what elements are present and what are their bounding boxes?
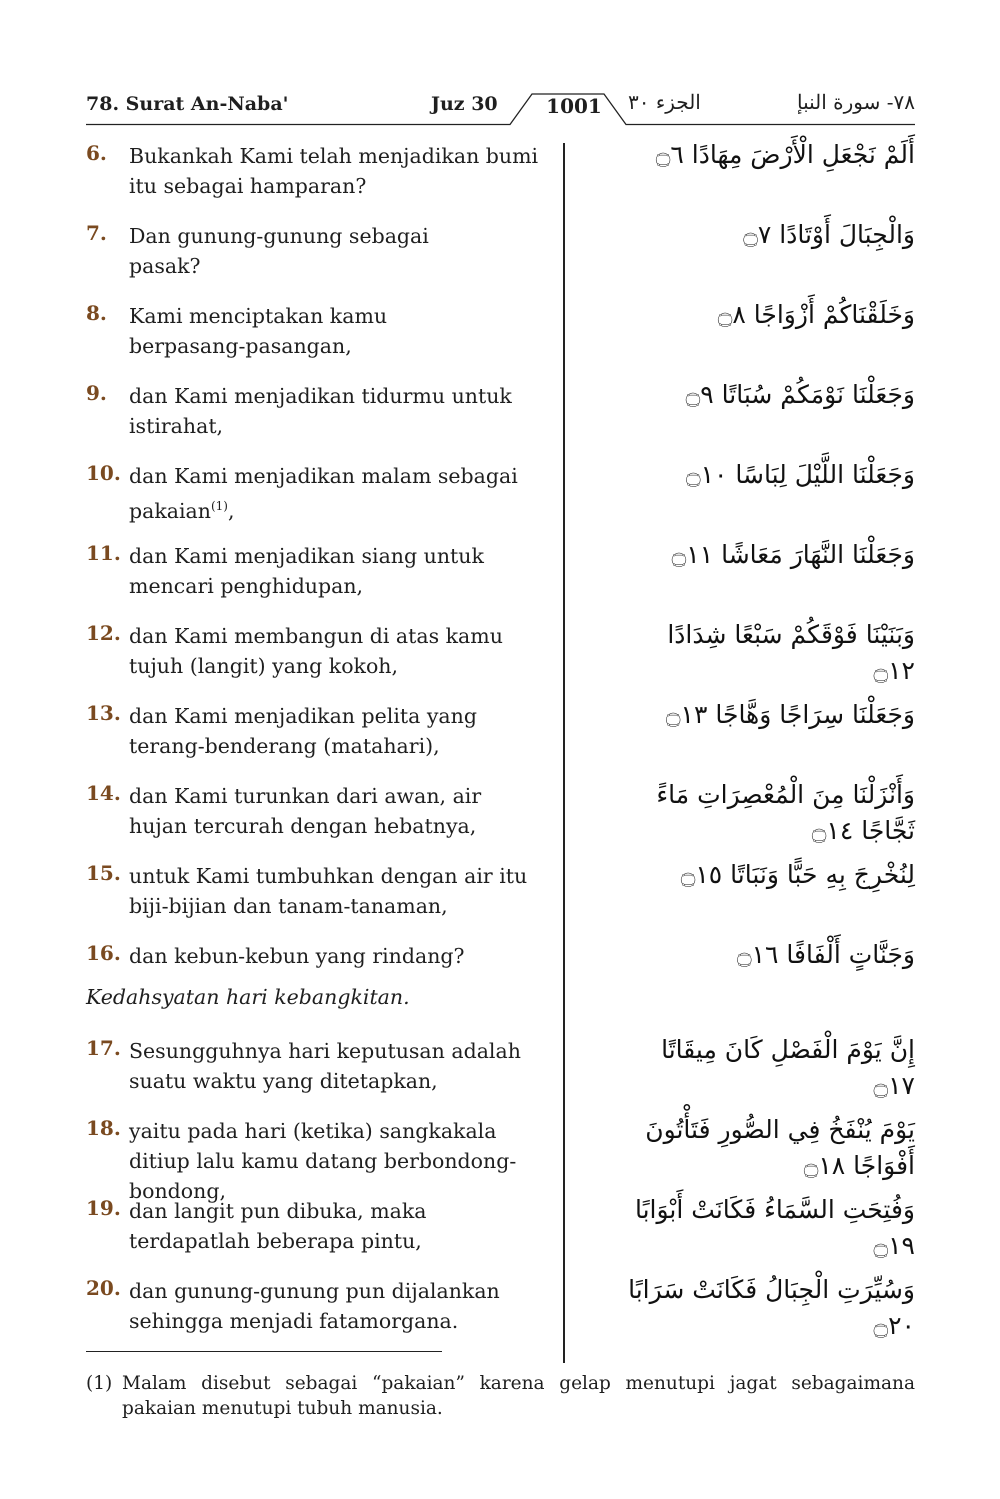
verse-number: 18. (86, 1116, 121, 1140)
verse-arabic: أَلَمْ نَجْعَلِ الْأَرْضَ مِهَادًا ۝٦ (655, 140, 915, 169)
verse-arabic: وَجَعَلْنَا سِرَاجًا وَهَّاجًا ۝١٣ (665, 700, 915, 729)
verse-number: 13. (86, 701, 121, 725)
verse-arabic: وَأَنْزَلْنَا مِنَ الْمُعْصِرَاتِ مَاءً ثَجَّاجًا ۝١٤ (656, 780, 915, 845)
page-header (86, 88, 915, 128)
verse-translation: untuk Kami tumbuhkan dengan air itu biji-bijian dan tanam-tanaman, (129, 864, 528, 918)
verse-number: 6. (86, 141, 107, 165)
verse-number: 15. (86, 861, 121, 885)
verse-translation: yaitu pada hari (ketika) sangkakala ditiup lalu kamu datang berbondong-bondong, (129, 1119, 517, 1203)
verse-number: 9. (86, 381, 107, 405)
verse-arabic: وَخَلَقْنَاكُمْ أَزْوَاجًا ۝٨ (717, 300, 915, 329)
verse-number: 10. (86, 461, 121, 485)
verse-number: 12. (86, 621, 121, 645)
verse-translation (129, 461, 519, 526)
verse-arabic: يَوْمَ يُنْفَخُ فِي الصُّورِ فَتَأْتُونَ أَفْوَاجًا ۝١٨ (645, 1115, 915, 1180)
verse-text: dan Kami menjadikan malam sebagai pakaian (129, 464, 518, 523)
footnote-rule (86, 1351, 442, 1352)
verse-number: 8. (86, 301, 107, 325)
section-heading: Kedahsyatan hari kebangkitan. (86, 985, 410, 1009)
verse-number: 20. (86, 1276, 121, 1300)
header-surah-title: 78. Surat An-Naba' (86, 93, 289, 115)
verse-number: 19. (86, 1196, 121, 1220)
verse-translation: dan langit pun dibuka, maka terdapatlah beberapa pintu, (129, 1199, 427, 1253)
column-divider (563, 143, 565, 1363)
header-juz-arabic: الجزء ٣٠ (628, 90, 701, 114)
verse-translation: Kami menciptakan kamu berpasang-pasangan, (129, 304, 388, 358)
verse-arabic: وَبَنَيْنَا فَوْقَكُمْ سَبْعًا شِدَادًا ۝١٢ (667, 620, 915, 685)
header-juz: Juz 30 (431, 93, 498, 115)
verse-arabic: وَجَعَلْنَا اللَّيْلَ لِبَاسًا ۝١٠ (685, 460, 915, 489)
verse-arabic: وَجَعَلْنَا نَوْمَكُمْ سُبَاتًا ۝٩ (685, 380, 915, 409)
verse-translation: Dan gunung-gunung sebagai pasak? (129, 224, 429, 278)
header-surah-arabic: ٧٨- سورة النبإ (797, 90, 915, 114)
verse-translation: dan kebun-kebun yang rindang? (129, 944, 465, 968)
verse-arabic: إِنَّ يَوْمَ الْفَصْلِ كَانَ مِيقَاتًا ۝١٧ (661, 1035, 915, 1100)
verse-arabic: وَجَنَّاتٍ أَلْفَافًا ۝١٦ (736, 940, 915, 969)
verse-translation: dan Kami membangun di atas kamu tujuh (langit) yang kokoh, (129, 624, 503, 678)
verse-translation: dan Kami menjadikan tidurmu untuk istirahat, (129, 384, 512, 438)
verse-translation: Bukankah Kami telah menjadikan bumi itu sebagai hamparan? (129, 144, 539, 198)
footnote-mark: (1) (86, 1373, 113, 1394)
verse-arabic: وَسُيِّرَتِ الْجِبَالُ فَكَانَتْ سَرَابًا ۝٢٠ (628, 1275, 915, 1340)
verse-translation: dan Kami menjadikan pelita yang terang-benderang (matahari), (129, 704, 477, 758)
verse-translation: dan Kami turunkan dari awan, air hujan tercurah dengan hebatnya, (129, 784, 482, 838)
verse-translation: dan Kami menjadikan siang untuk mencari penghidupan, (129, 544, 484, 598)
verse-translation: dan gunung-gunung pun dijalankan sehingga menjadi fatamorgana. (129, 1279, 500, 1333)
footnote-ref: (1) (210, 499, 228, 513)
verse-number: 14. (86, 781, 121, 805)
verse-number: 11. (86, 541, 121, 565)
verse-arabic: وَفُتِحَتِ السَّمَاءُ فَكَانَتْ أَبْوَابًا ۝١٩ (634, 1195, 915, 1260)
verse-translation: Sesungguhnya hari keputusan adalah suatu waktu yang ditetapkan, (129, 1039, 521, 1093)
page-number: 1001 (546, 94, 602, 118)
footnote-text: Malam disebut sebagai “pakaian” karena gelap menutupi jagat sebagaimana pakaian menutupi tubuh manusia. (122, 1373, 915, 1419)
verse-text-tail: , (227, 498, 235, 523)
verse-arabic: وَالْجِبَالَ أَوْتَادًا ۝٧ (743, 220, 915, 249)
footnote (86, 1371, 915, 1421)
verse-number: 7. (86, 221, 107, 245)
verse-number: 16. (86, 941, 121, 965)
verse-arabic: وَجَعَلْنَا النَّهَارَ مَعَاشًا ۝١١ (671, 540, 915, 569)
verse-arabic: لِنُخْرِجَ بِهِ حَبًّا وَنَبَاتًا ۝١٥ (680, 860, 915, 889)
verse-number: 17. (86, 1036, 121, 1060)
